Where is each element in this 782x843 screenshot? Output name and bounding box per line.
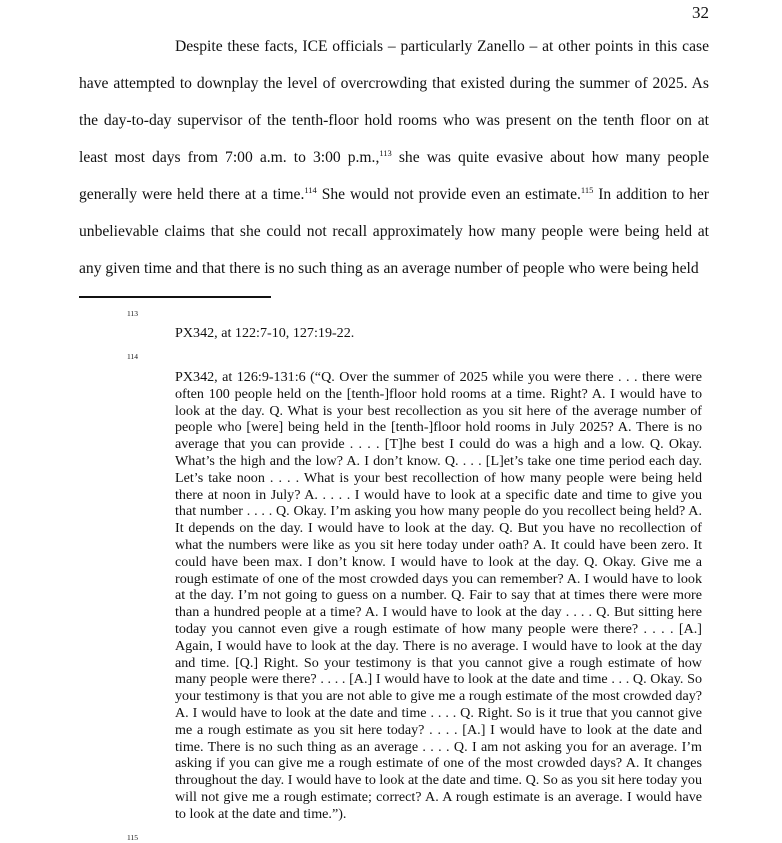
body-paragraph	[79, 28, 709, 287]
footnote-reference-113: 113	[379, 148, 392, 158]
footnote-text: PX342, at 126:9-131:6 (“Q. Over the summer of 2025 while you were there . . . there were often 100 people held on the [tenth-]floor hold rooms at a time. Right? A. I would have to look at the day. Q. What is your best recollection as you sit here of the average number of people who [were] being held in the [tenth-]floor hold rooms in July 2025? A. There is no average that you can provide . . . . [T]he best I could do was a high and a low. Q. Okay. What’s the high and the low? A. I don’t know. Q. . . . [L]et’s take one time period each day. Let’s take noon . . . . What is your best recollection of how many people were being held there at noon in July? A. . . . . I would have to look at a specific date and time to give you that number . . . . Q. Okay. I’m asking you how many people do you recollect being held? A. It depends on the day. I would have to look at the day. Q. But you have no recollection of what the numbers were like as you sit here today under oath? A. It could have been zero. It could have been max. I don’t know. I would have to look at the day. Q. Okay. Give me a rough estimate of one of the most crowded days you can remember? A. I would have to look at the day. I’m not going to guess on a number. Q. Fair to say that at times there were more than a hundred people at a time? A. I would have to look at the day . . . . Q. But sitting here today you cannot even give a rough estimate of how many people were there? . . . . [A.] Again, I would have to look at the day. There is no average. I would have to look at the day and time. [Q.] Right. So your testimony is that you cannot give a rough estimate of how many people were there? . . . . [A.] I would have to look at the date and time . . . Q. Okay. So your testimony is that you are not able to give me a rough estimate of the most crowded day? A. I would have to look at the date and time . . . . Q. Right. So is it true that you cannot give me a rough estimate as you sit here today? . . . . [A.] I would have to look at the date and time. There is no such thing as an average . . . . Q. I am not asking you for an average. I’m asking if you can give me a rough estimate of one of the most crowded days? A. It changes throughout the day. I would have to look at the date and time. Q. So as you sit here today you will not give me a rough estimate; correct? A. A rough estimate is an average. I would have to look at the date and time.”).	[175, 369, 702, 822]
footnote-reference-115: 115	[580, 185, 594, 195]
page-number: 32	[692, 3, 709, 22]
body-text-segment: she was quite evasive about how many people generally were held there at a time.	[79, 149, 709, 203]
footnote-number: 113	[127, 309, 138, 318]
body-text-segment: She would not provide even an estimate.	[316, 186, 581, 203]
footnote-number: 115	[127, 833, 138, 842]
footnote-text: PX342, at 122:7-10, 127:19-22.	[175, 325, 355, 341]
footnote-separator	[79, 296, 271, 298]
body-text-segment: In addition to her unbelievable claims that she could not recall approximately how many people were being held at any given time and that there is no such thing as an average number of people who were being held	[79, 186, 709, 277]
footnote-reference-114: 114	[304, 185, 317, 195]
footnote-number: 114	[127, 352, 138, 361]
body-text-segment: Despite these facts, ICE officials – particularly Zanello – at other points in this case have attempted to downplay the level of overcrowding that existed during the summer of 2025. As the day-to-day supervisor of the tenth-floor hold rooms who was present on the tenth floor on at least most days from 7:00 a.m. to 3:00 p.m.,	[79, 38, 709, 166]
